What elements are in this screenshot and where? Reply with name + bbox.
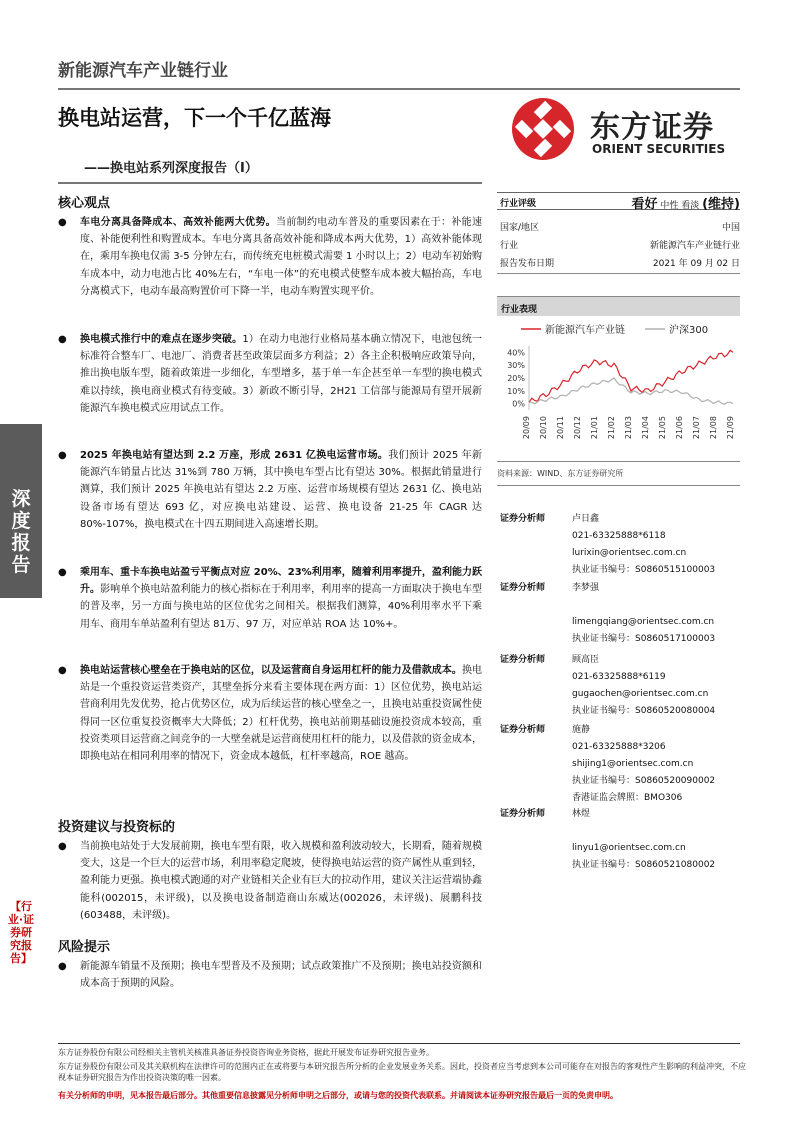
bullet-text: 我们预计 2025 年新能源汽车销量占比达 31%到 780 万辆，其中换电车型占比有望达 30%。根据此销量进行测算，我们预计 2025 年换电站有望达 2.2 万座、运营市场规模有望达 2631 亿、换电站设备市场有望达 693 亿，对应换电站建设、运营、换电设备 21-25 年 CAGR 达 80%-107%，换电模式在十四五期间进入高速增长期。: [80, 450, 482, 530]
analyst-hk-license: 香港证监会牌照：BMO306: [572, 793, 683, 803]
x-tick-label: 21/04: [641, 416, 650, 440]
y-tick-label: 0%: [512, 399, 525, 409]
sidebar-label: 深度报告: [11, 488, 31, 576]
performance-header: [497, 296, 740, 316]
analyst-block: [497, 806, 740, 874]
x-tick-label: 20/12: [573, 416, 582, 440]
x-tick-label: 20/11: [556, 416, 565, 440]
core-bullet: [58, 447, 482, 533]
analyst-block: [497, 722, 740, 807]
bullet-text: 1）在动力电池行业格局基本确立情况下，电池包统一标准符合整车厂、电池厂、消费者甚至政策层面多方利益；2）各主企积极响应政策导向，推出换电版车型，随着政策进一步细化，车型增多，基于单一车企甚至单一车型的换电模式难以持续，换电商业模式有待变破。3）新政不断引导，2H21 工信部与能源局有望开展新能源汽车换电模式应用试点工作。: [80, 334, 482, 414]
rating-bearish: 看淡: [681, 201, 700, 211]
core-heading: 核心观点: [58, 196, 111, 211]
x-tick-label: 21/07: [692, 416, 701, 440]
rating-value: [631, 193, 740, 212]
analyst-email[interactable]: lurixin@orientsec.com.cn: [572, 548, 687, 558]
report-title: 换电站运营，下一个千亿蓝海: [58, 106, 331, 130]
info-value: 2021 年 09 月 02 日: [652, 259, 740, 269]
bullet-icon: ●: [58, 841, 67, 852]
footer-qualification: 东方证券股份有限公司经相关主管机关核准具备证券投资咨询业务资格，据此开展发布证券研究报告业务。: [58, 1048, 434, 1057]
rating-bullish: 看好: [631, 197, 658, 212]
y-tick-label: 40%: [507, 348, 525, 358]
x-tick-label: 21/09: [726, 416, 735, 440]
analyst-email[interactable]: limengqiang@orientsec.com.cn: [572, 617, 715, 627]
bullet-icon: ●: [58, 567, 67, 578]
core-bullet: [58, 564, 482, 633]
analyst-license: 执业证书编号：S0860520090002: [572, 776, 716, 786]
analyst-role: 证券分析师: [500, 583, 546, 593]
footer-conflict: 东方证券股份有限公司及其关联机构在法律许可的范围内正在或将要与本研究报告所分析的企业发展业务关系。因此，投资者应当考虑到本公司可能存在对报告的客观性产生影响的利益冲突，不应视本证券研究报告为作出投资决策的唯一因素。: [58, 1062, 746, 1082]
analyst-phone: [572, 597, 740, 614]
bullet-icon: ●: [58, 961, 67, 972]
y-tick-label: 20%: [507, 374, 525, 383]
bullet-icon: ●: [58, 217, 67, 228]
analyst-block: [497, 511, 740, 579]
header-rule: [58, 88, 740, 90]
info-row: [497, 238, 740, 252]
analyst-name: 卢日鑫: [572, 514, 600, 524]
orient-securities-logo: [510, 96, 740, 162]
analyst-block: [497, 652, 740, 720]
rating-status: (维持): [702, 197, 740, 212]
info-rule: [497, 273, 740, 274]
footer-disclaimer: 有关分析师的申明，见本报告最后部分。其他重要信息披露见分析师申明之后部分，或请与您的投资代表联系。并请阅读本证券研究报告最后一页的免责申明。: [58, 1091, 618, 1100]
analyst-role: 证券分析师: [500, 809, 546, 819]
analyst-name: 顾高臣: [572, 655, 600, 665]
analyst-role: 证券分析师: [500, 655, 546, 665]
core-bullet: [58, 214, 482, 300]
title-rule: [58, 182, 482, 184]
info-row: [497, 220, 740, 234]
info-key: 行业: [500, 241, 519, 251]
bullet-text: 当前制约电动车普及的重要因素在于：补能速度、补能便利性和购置成本。车电分离具备高效补能和降成本两大优势，1）高效补能体现在，乘用车换电仅需 3-5 分钟左右，而传统充电桩模式需要 1 小时以上；2）电动车初始购车成本中，动力电池占比 40%左右，“车电一体”的充电模式使整车成本被大幅抬高，车电分离模式下，电动车最高购置价可下降一半，电动车购置实现平价。: [80, 217, 482, 297]
series-line: [529, 350, 733, 402]
chart-rule: [497, 461, 740, 462]
bullet-icon: ●: [58, 450, 67, 461]
y-tick-label: 30%: [507, 361, 525, 371]
analyst-phone: [572, 823, 740, 840]
logo-en: ORIENT SECURITIES: [592, 142, 726, 156]
rating-row: [497, 192, 740, 210]
info-value: 新能源汽车产业链行业: [649, 241, 740, 251]
x-tick-label: 20/09: [522, 416, 531, 440]
legend-label: 新能源汽车产业链: [545, 325, 625, 336]
x-tick-label: 21/02: [607, 416, 616, 440]
analyst-license: 执业证书编号：S0860520080004: [572, 706, 716, 716]
analyst-email[interactable]: linyu1@orientsec.com.cn: [572, 843, 686, 853]
analyst-name: 林煜: [572, 809, 591, 819]
bullet-lead: 换电站运营核心壁垒在于换电站的区位，以及运营商自身运用杠杆的能力及借款成本。: [80, 665, 462, 676]
analyst-license: 执业证书编号：S0860517100003: [572, 634, 716, 644]
bullet-lead: 乘用车、重卡车换电站盈亏平衡点对应 20%、23%利用率，随着利用率提升，盈利能力跃升。: [80, 567, 482, 596]
sidebar-category: 【行业·证券研究报告】: [7, 900, 35, 965]
y-tick-label: 10%: [507, 386, 525, 396]
performance-chart: [497, 318, 740, 456]
legend-label: 沪深300: [669, 325, 709, 336]
bullet-icon: ●: [58, 334, 67, 345]
bullet-lead: 车电分离具备降成本、高效补能两大优势。: [80, 217, 276, 228]
analyst-name: 李梦强: [572, 583, 600, 593]
analyst-email[interactable]: shijing1@orientsec.com.cn: [572, 759, 694, 769]
report-subtitle: ——换电站系列深度报告（I）: [84, 161, 258, 176]
analyst-role: 证券分析师: [500, 514, 546, 524]
x-tick-label: 21/05: [658, 416, 667, 440]
info-key: 国家/地区: [500, 223, 540, 233]
analyst-license: 执业证书编号：S0860521080002: [572, 860, 716, 870]
footer-rule: [58, 1043, 740, 1044]
x-tick-label: 21/06: [675, 416, 684, 440]
bullet-lead: 2025 年换电站有望达到 2.2 万座，形成 2631 亿换电运营市场。: [80, 450, 389, 461]
analyst-phone: 021-63325888*3206: [572, 742, 666, 752]
analyst-phone: 021-63325888*6119: [572, 672, 666, 682]
rating-label: 行业评级: [500, 199, 537, 209]
analyst-email[interactable]: gugaochen@orientsec.com.cn: [572, 689, 709, 699]
info-row: [497, 256, 740, 270]
info-value: 中国: [721, 223, 740, 233]
rating-neutral: 中性: [660, 201, 679, 211]
risk-heading: 风险提示: [58, 940, 111, 955]
analyst-license: 执业证书编号：S0860515100003: [572, 565, 716, 575]
invest-heading: 投资建议与投资标的: [58, 820, 176, 835]
info-key: 报告发布日期: [500, 259, 555, 269]
analyst-block: [497, 580, 740, 648]
invest-bullet: [58, 838, 482, 924]
bullet-text: 换电站是一个重投资运营类资产，其壁垒拆分来看主要体现在两方面：1）区位优势，换电站运营商利用先发优势，抢占优势区位，成为后续运营的核心壁垒之一，且换电站重投资属性使得同一区位重复投资概率大大降低；2）杠杆优势，换电站前期基础设施投资成本较高，重投资类项目运营商之间竞争的一大壁垒就是运营商使用杠杆的能力，以及借款的资金成本，即换电站在相同利用率的情况下，资金成本越低，杠杆率越高，ROE 越高。: [80, 665, 483, 763]
source-rule: [497, 485, 740, 486]
risk-text: 新能源车销量不及预期；换电车型普及不及预期；试点政策推广不及预期；换电站投资额和成本高于预期的风险。: [80, 961, 482, 990]
performance-heading: 行业表现: [501, 305, 538, 315]
invest-text: 当前换电站处于大发展前期，换电车型有限，收入规模和盈利波动较大，长期看，随着规模变大，这是一个巨大的运营市场，利用率稳定爬坡，使得换电站运营的资产属性从重到轻，盈利能力更强。换电模式跑通的对产业链相关企业有巨大的拉动作用，建议关注运营端协鑫能科(002015，未评级)，以及换电设备制造商山东威达(002026，未评级)、展鹏科技(603488，未评级)。: [80, 841, 482, 921]
core-bullet: [58, 662, 482, 765]
risk-bullet: [58, 958, 482, 992]
x-tick-label: 21/03: [624, 416, 633, 440]
x-tick-label: 21/08: [709, 416, 718, 440]
analyst-phone: 021-63325888*6118: [572, 531, 666, 541]
bullet-lead: 换电模式推行中的难点在逐步突破。: [80, 334, 243, 345]
sector-title: 新能源汽车产业链行业: [58, 61, 228, 81]
x-tick-label: 20/10: [539, 416, 548, 440]
bullet-text: 影响单个换电站盈利能力的核心指标在于利用率，利用率的提高一方面取决于换电车型的普及率，另一方面与换电站的区位优劣之间相关。根据我们测算，40%利用率水平下乘用车、商用车单站盈利有望达 81万、97 万，对应单站 ROA 达 10%+。: [80, 584, 483, 630]
bullet-icon: ●: [58, 665, 67, 676]
analyst-name: 施静: [572, 725, 591, 735]
chart-source: 资料来源：WIND、东方证券研究所: [497, 469, 624, 478]
analyst-role: 证券分析师: [500, 725, 546, 735]
logo-cn: 东方证券: [590, 110, 714, 145]
x-tick-label: 21/01: [590, 416, 599, 440]
sidebar-report-type: [0, 424, 42, 598]
core-bullet: [58, 331, 482, 417]
logo-mark-icon: [510, 96, 576, 162]
